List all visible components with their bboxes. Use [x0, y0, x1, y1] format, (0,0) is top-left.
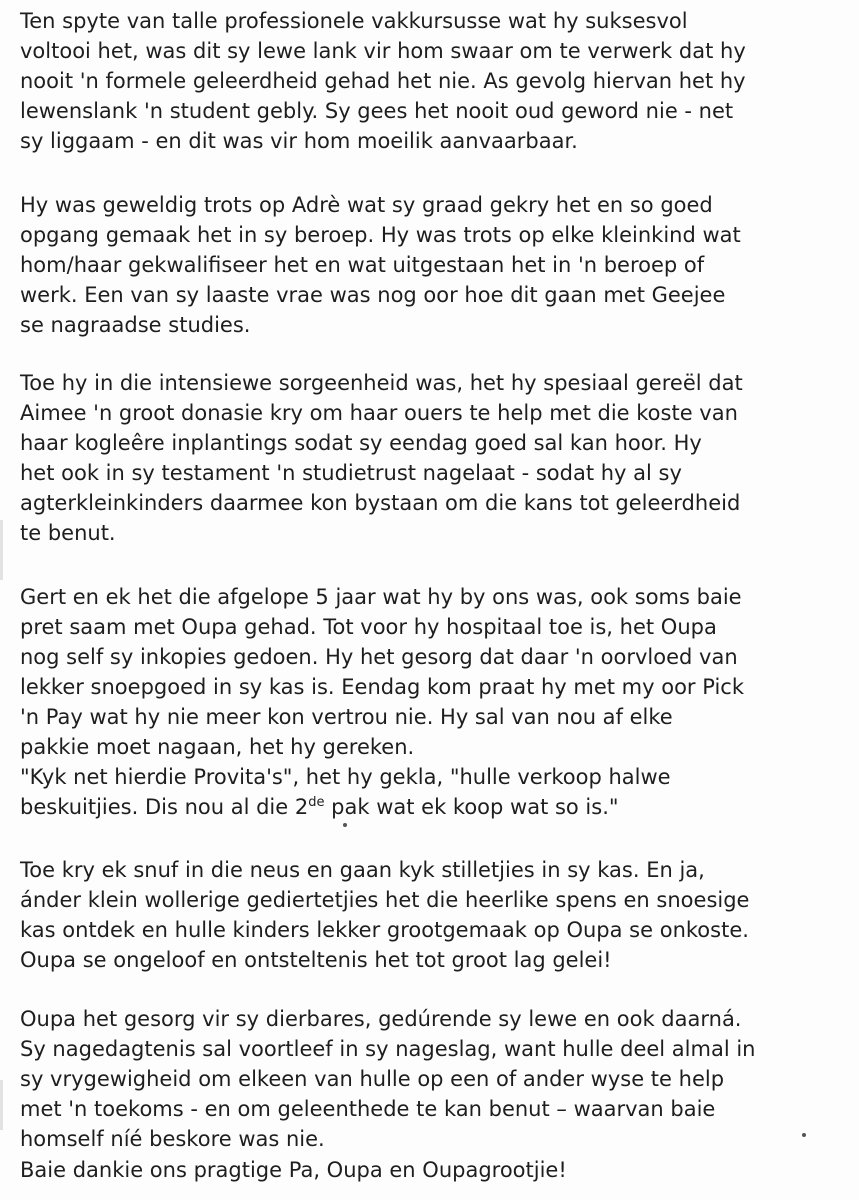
text-line: werk. Een van sy laaste vrae was nog oor hoe dit gaan met Geejee — [20, 283, 726, 307]
text-line: Toe kry ek snuf in die neus en gaan kyk stilletjies in sy kas. En ja, — [20, 858, 705, 882]
text-line — [20, 792, 671, 822]
paragraph-studies — [20, 6, 746, 156]
text-fragment: beskuitjies. Dis nou al die 2 — [20, 795, 309, 819]
text-line: agterkleinkinders daarmee kon bystaan om die kans tot geleerdheid — [20, 491, 741, 515]
scan-edge-shadow — [0, 1080, 3, 1130]
text-line: Ten spyte van talle professionele vakkursusse wat hy suksesvol — [20, 9, 688, 33]
paragraph-legacy — [20, 1004, 755, 1154]
text-line: nooit 'n formele geleerdheid gehad het nie. As gevolg hiervan het hy — [20, 69, 746, 93]
text-line: Aimee 'n groot donasie kry om haar ouers te help met die koste van — [20, 401, 738, 425]
text-line: Oupa se ongeloof en ontsteltenis het tot groot lag gelei! — [20, 948, 612, 972]
text-line: nog self sy inkopies gedoen. Hy het gesorg dat daar 'n oorvloed van — [20, 645, 738, 669]
text-line: pakkie moet nagaan, het hy gereken. — [20, 735, 415, 759]
text-line: se nagraadse studies. — [20, 313, 251, 337]
text-line: homself níé beskore was nie. — [20, 1127, 325, 1151]
paragraph-pantry — [20, 855, 749, 975]
text-line: lewenslank 'n student gebly. Sy gees het nooit oud geword nie - net — [20, 99, 734, 123]
paragraph-quote — [20, 762, 671, 822]
scan-edge-shadow — [0, 520, 3, 580]
paragraph-donation — [20, 368, 743, 548]
text-line: het ook in sy testament 'n studietrust nagelaat - sodat hy al sy — [20, 461, 682, 485]
paragraph-shopping — [20, 582, 744, 762]
text-line: opgang gemaak het in sy beroep. Hy was trots op elke kleinkind wat — [20, 223, 741, 247]
text-line: lekker snoepgoed in sy kas is. Eendag kom praat hy met my oor Pick — [20, 675, 744, 699]
text-line: Toe hy in die intensiewe sorgeenheid was, het hy spesiaal gereël dat — [20, 371, 743, 395]
scan-speck — [802, 1133, 806, 1137]
text-line: Gert en ek het die afgelope 5 jaar wat hy by ons was, ook soms baie — [20, 585, 742, 609]
superscript: de — [308, 795, 325, 810]
text-line: pret saam met Oupa gehad. Tot voor hy hospitaal toe is, het Oupa — [20, 615, 717, 639]
text-line: 'n Pay wat hy nie meer kon vertrou nie. Hy sal van nou af elke — [20, 705, 673, 729]
text-line: hom/haar gekwalifiseer het en wat uitgestaan het in 'n beroep of — [20, 253, 705, 277]
text-line: sy liggaam - en dit was vir hom moeilik aanvaarbaar. — [20, 129, 578, 153]
text-line: voltooi het, was dit sy lewe lank vir hom swaar om te verwerk dat hy — [20, 39, 746, 63]
text-line: met 'n toekoms - en om geleenthede te kan benut – waarvan baie — [20, 1097, 716, 1121]
text-line: sy vrygewigheid om elkeen van hulle op een of ander wyse te help — [20, 1067, 725, 1091]
text-line: Oupa het gesorg vir sy dierbares, gedúrende sy lewe en ook daarná. — [20, 1007, 742, 1031]
text-fragment: pak wat ek koop wat so is." — [324, 795, 619, 819]
text-line: te benut. — [20, 521, 116, 545]
scan-speck — [343, 823, 347, 827]
text-line: Hy was geweldig trots op Adrè wat sy graad gekry het en so goed — [20, 193, 713, 217]
text-line: haar kogleêre inplantings sodat sy eendag goed sal kan hoor. Hy — [20, 431, 702, 455]
paragraph-thanks — [20, 1155, 567, 1185]
text-line: Baie dankie ons pragtige Pa, Oupa en Oupagrootjie! — [20, 1158, 567, 1182]
text-line: ánder klein wollerige gediertetjies het die heerlike spens en snoesige — [20, 888, 750, 912]
paragraph-pride — [20, 190, 741, 340]
text-line: Sy nagedagtenis sal voortleef in sy nageslag, want hulle deel almal in — [20, 1037, 756, 1061]
text-line: kas ontdek en hulle kinders lekker grootgemaak op Oupa se onkoste. — [20, 918, 749, 942]
text-line: "Kyk net hierdie Provita's", het hy gekla, "hulle verkoop halwe — [20, 765, 671, 789]
